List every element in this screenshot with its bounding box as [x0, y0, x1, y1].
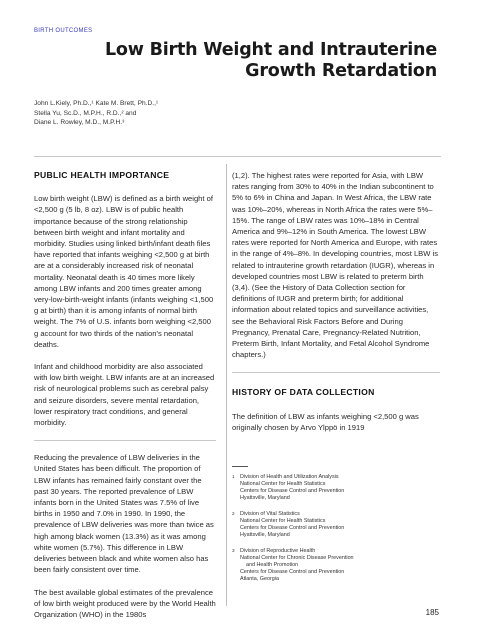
author-list: [34, 99, 158, 128]
section-tag: BIRTH OUTCOMES: [34, 28, 93, 34]
footnote-line: Centers for Disease Control and Prevention: [240, 525, 345, 531]
paragraph: Infant and childhood morbidity are also associated with low birth weight. LBW infants are at an increased risk of neurological problems such as cerebral palsy and seizure disorders, severe mental retardation, lower respiratory tract conditions, and general morbidity.: [34, 362, 215, 428]
section-heading: HISTORY OF DATA COLLECTION: [232, 387, 375, 398]
footnote-line: Centers for Disease Control and Prevention: [240, 569, 345, 575]
footnote-line: Hyattsville, Maryland: [240, 532, 290, 538]
paragraph: (1,2). The highest rates were reported for Asia, with LBW rates ranging from 30% to 40% in the Indian subcontinent to 5% to 6% in China and Japan. In West Africa, the LBW rate was 10%–20%, whereas in North Africa the rates were 5%–15%. The range of LBW rates was 10%–18% in Central America and 9%–12% in South America. The lowest LBW rates were reported for North America and Europe, with rates in the range of 4%–8%. In developing countries, most LBW is related to intrauterine growth retardation (IUGR), whereas in developed countries most LBW is related to preterm birth (3,4). (See the History of Data Collection section for definitions of IUGR and preterm birth; for additional information about related topics and surveillance activities, see the Behavioral Risk Factors Before and During Pregnancy, Prenatal Care, Pregnancy-Related Nutrition, Preterm Birth, Infant Mortality, and Fetal Alcohol Syndrome chapters.): [232, 171, 438, 360]
header-divider: [34, 156, 441, 157]
page-title: [77, 40, 437, 82]
footnote-line: National Center for Chronic Disease Prevention: [240, 555, 354, 561]
right-column: [232, 170, 440, 433]
column-divider: [226, 164, 227, 606]
footnote: [232, 511, 440, 539]
author-line: John L.Kiely, Ph.D.,¹ Kate M. Brett, Ph.D.,¹: [34, 100, 159, 107]
footnote-line: Atlanta, Georgia: [240, 576, 279, 582]
author-line: Stella Yu, Sc.D., M.P.H., R.D.,² and: [34, 109, 137, 117]
footnote-line: Division of Health and Utilization Analysis: [240, 474, 339, 480]
footnote-line: National Center for Health Statistics: [240, 518, 326, 524]
footnote-line: Hyattsville, Maryland: [240, 495, 290, 501]
footnote: [232, 474, 440, 502]
paragraph: The best available global estimates of the prevalence of low birth weight produced were by the World Health Organization (WHO) in the 1980s: [34, 587, 216, 619]
page-number: 185: [425, 608, 439, 617]
left-column: [34, 170, 216, 620]
footnote-line: National Center for Health Statistics: [240, 481, 326, 487]
paragraph: Low birth weight (LBW) is defined as a birth weight of <2,500 g (5 lb, 8 oz). LBW is of public health importance because of the strong relationship between birth weight and infant mortality and morbidity. Studies using linked birth/infant death files have reported that infants weighing <2,500 g at birth are at a considerably increased risk of neonatal mortality. Neonatal death is 40 times more likely among LBW infants and 200 times greater among very-low-birth-weight infants (infants weighing <1,500 g at birth) than it is among infants of normal birth weight. The 7% of U.S. infants born weighing <2,500 g account for two thirds of the nation’s neonatal deaths.: [34, 194, 214, 349]
title-line-1: Low Birth Weight and Intrauterine: [104, 40, 437, 60]
footnote-line: and Health Promotion: [246, 562, 299, 568]
footnote-number: 3: [232, 548, 235, 553]
footnote-line: Division of Reproductive Health: [240, 548, 316, 554]
paragraph: The definition of LBW as infants weighing <2,500 g was originally chosen by Arvo Ylppö in 1919: [232, 411, 419, 432]
author-line: Diane L. Rowley, M.D., M.P.H.³: [34, 119, 125, 126]
section-heading: PUBLIC HEALTH IMPORTANCE: [34, 170, 170, 180]
footnote-line: Centers for Disease Control and Prevention: [240, 488, 345, 494]
paragraph-divider: [232, 372, 440, 373]
footnote-number: 2: [232, 511, 235, 516]
footnote-line: Division of Vital Statistics: [240, 511, 300, 517]
footnote: [232, 548, 440, 583]
footnote-divider: [232, 466, 248, 467]
footnote-number: 1: [232, 474, 235, 479]
paragraph-divider: [34, 440, 216, 441]
title-line-2: Growth Retardation: [245, 61, 437, 81]
paragraph: Reducing the prevalence of LBW deliveries in the United States has been difficult. The proportion of LBW infants has remained fairly constant over the past 30 years. The reported prevalence of LBW infants born in the United States was 7.5% of live births in 1950 and 7.0% in 1990. In 1990, the prevalence of LBW deliveries was more than twice as high among black women (13.3%) as it was among white women (5.7%). This difference in LBW deliveries between black and white women also has been fairly consistent over time.: [34, 453, 214, 575]
